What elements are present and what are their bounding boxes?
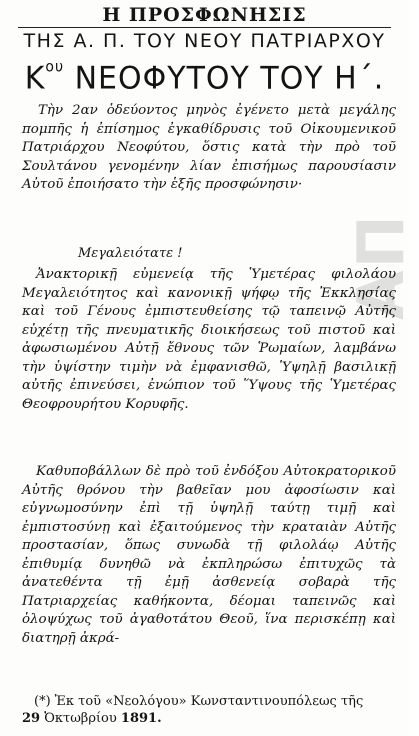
name-prefix: Κ [24,60,46,97]
headline-title: Η ΠΡΟΣΦΩΝΗΣΙΣ [102,4,307,26]
watermark-text: ΑΠ [345,212,419,320]
article-paragraph-address: Ἀνακτορικῇ εὐμενείᾳ τῆς Ὑμετέρας φιλολάου Μεγαλειότητος καὶ κανονικῇ ψήφῳ τῆς Ἐκκλησίας καὶ τοῦ Γένους ἐμπιστευθείσης τῷ ταπεινῷ Αὐτῆς εὐχέτῃ τῆς πνευματικῆς διοικήσεως τοῦ πιστοῦ καὶ ἀφωσιωμένου Αὐτῇ ἔθνους τῶν Ῥωμαίων, λαμβάνω τὴν ὑψίστην τιμὴν νὰ ἐμφανισθῶ, Ὑψηλῇ βασιλικῇ αὐτῆς ἐπινεύσει, ἐνώπιον τοῦ Ὕψους τῆς Ὑμετέρας Θεοφρουρήτου Κορυφῆς. [22,267,396,412]
article-paragraph-intro: Τὴν 2αν ὁδεύοντος μηνὸς ἐγένετο μετὰ μεγάλης πομπῆς ἡ ἐπίσημος ἐγκαθίδρυσις τοῦ Οἰκουμενικοῦ Πατριάρχου Νεοφύτου, ὅστις κατὰ τὴν πρὸ τοῦ Σουλτάνου γενομένην λίαν ἐπισήμως παρουσίασιν Αὐτοῦ ἐποιήσατο τὴν ἑξῆς προσφώνησιν· [22,103,396,192]
footnote-line-1 [22,693,392,710]
footnote-line-2 [22,710,392,727]
title-divider [18,27,391,28]
footnote-year: 1891. [120,711,162,726]
footnote-day: 29 [22,711,41,726]
footnote-month: Ὀκτωβρίου [40,711,121,726]
headline-patriarch-name [0,59,409,97]
headline-subtitle: ΤΗΣ Α. Π. ΤΟΥ ΝΕΟΥ ΠΑΤΡΙΑΡΧΟΥ [23,30,386,52]
article-salutation: Μεγαλειότατε ! [78,246,183,261]
footnote-marker: (*) [34,694,51,709]
article-paragraph-petition: Καθυποβάλλων δὲ πρὸ τοῦ ἐνδόξου Αὐτοκρατορικοῦ Αὐτῆς θρόνου τὴν βαθεῖαν μου ἀφοσίωσιν καὶ εὐγνωμοσύνην ἐπὶ τῇ ὑψηλῇ ταύτῃ τιμῇ καὶ ἐμπιστοσύνῃ καὶ ἐξαιτούμενος τὴν κραταιὰν Αὐτῆς προστασίαν, ὅπως συνωδὰ τῇ φιλολάῳ Αὐτῆς ἐπιθυμίᾳ δυνηθῶ νὰ ἐκπληρώσω ἐπιτυχῶς τὰ ἀνατεθέντα τῇ ἐμῇ ἀσθενείᾳ σοβαρὰ τῆς Πατριαρχείας καθήκοντα, δέομαι ταπεινῶς καὶ ὁλοψύχως τοῦ ἀγαθοτάτου Θεοῦ, ἵνα περισκέπῃ καὶ διατηρῇ ἀκρά- [22,464,396,646]
name-superscript: ου [45,59,65,76]
article-footnote [22,693,392,727]
footnote-source: Ἐκ τοῦ «Νεολόγου» Κωνσταντινουπόλεως τῆς [50,694,364,709]
name-rest: ΝΕΟΦΥΤΟΥ ΤΟΥ Η΄. [64,60,385,97]
